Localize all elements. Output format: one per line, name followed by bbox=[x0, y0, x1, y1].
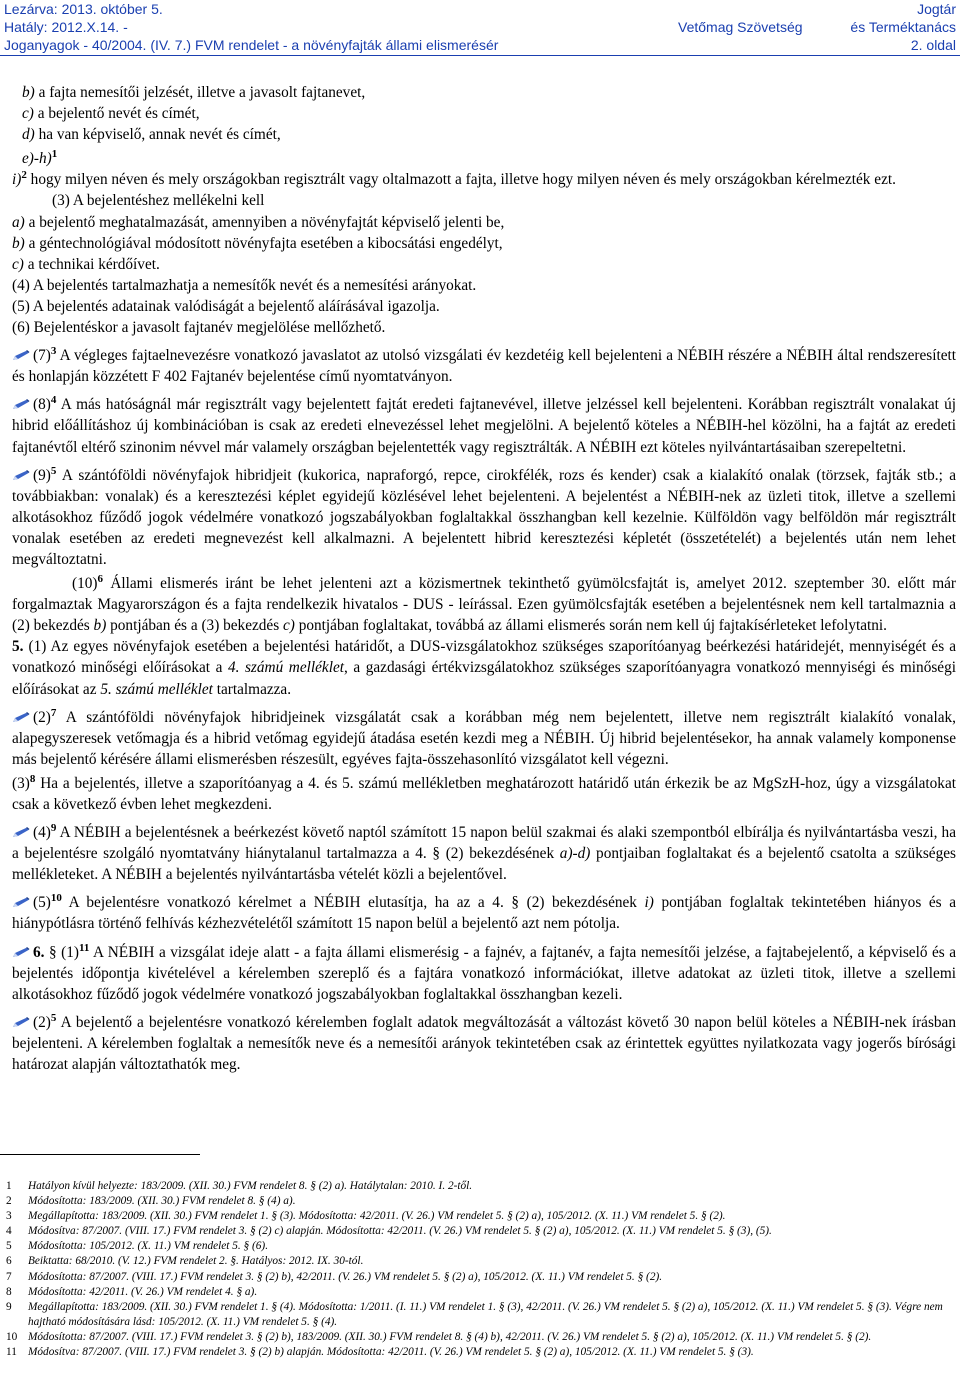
paragraph-9: $(9)^5$ A szántóföldi növényfajok hibridjeit (kukorica, napraforgó, repce, cirokfélék, rozs és kender) csak a kialakító onalak (törzsek, fajták stb.; a továbbiakban: vonalak) és a keresztezési képlet egyidejű közlésével lehet bejelenteni. A bejelentést a NÉBIH-nek az üzleti titok, illetve a szellemi alkotásokhoz fűződő jogok védelmére vonatkozó jogszabályokban foglaltakkal összhangban kell kezelnie. Külföldön vagy belföldön már regisztrált vonalak esetében az eredeti megnevezést kell alkalmazni. A bejelentett hibrid keresztezési képletét (összetételét) a bejelentés után nem lehet megváltoztatni. bbox=[12, 464, 956, 568]
footnote: 1 Hatályon kívül helyezte: 183/2009. (XII. 30.) FVM rendelet 8. § (2) a). Hatálytalan: 2010. I. 2-től. bbox=[6, 1180, 473, 1192]
paragraph-4: (4) A bejelentés tartalmazhatja a nemesítők nevét és a nemesítési arányokat. bbox=[12, 276, 477, 294]
footnote-ref[interactable]: 10 bbox=[50, 892, 62, 905]
item-3b: b) a géntechnológiával módosított növényfajta esetében a kibocsátási engedélyt, bbox=[12, 234, 503, 252]
footnote: 11 Módosítva: 87/2007. (VIII. 17.) FVM rendelet 3. § (2) b) alapján. Módosította: 42/2011. (V. 26.) VM rendelet 5. § (2) a), 105/2012. (X. 11.) VM rendelet 5. § (3). bbox=[6, 1346, 754, 1359]
paragraph-8: $(8)^4$ A más hatóságnál már regisztrált vagy bejelentett fajtát eredeti fajtanevével, illetve jelzéssel kell bejelenteni. Korábban regisztrált vonalakat új hibrid előállításhoz új kombinációban is csak az eredeti elnevezéssel lehet megjelölni. A bejelentő köteles a NÉBIH-hel közölni, ha a fajtát az eredeti fajtanévtől eltérő szinonim névvel már valamely országban bejelentették vagy regisztrálták. A NÉBIH ezt köteles nyilvántartásaiban szerepeltetni. bbox=[12, 394, 956, 456]
footnote-ref[interactable]: 6 bbox=[97, 572, 103, 585]
footnote-ref[interactable]: 8 bbox=[29, 772, 36, 785]
pen-icon[interactable] bbox=[12, 1017, 30, 1028]
footnotes bbox=[6, 1179, 956, 1360]
footnote-ref[interactable]: 4 bbox=[50, 394, 57, 407]
pen-icon[interactable] bbox=[12, 470, 30, 481]
effective-date: Hatály: 2012.X.14. - bbox=[4, 19, 128, 35]
item-b: b) a fajta nemesítői jelzését, illetve a javasolt fajtanevet, bbox=[22, 84, 366, 101]
section-5-paragraph-3: $(3)^8$ Ha a bejelentés, illetve a szaporítóanyag a 4. és 5. számú mellékletben meghatározott határidő után érkezik be az MgSzH-hoz, úgy a vizsgálatokat csak a következő évben lehet megkezdeni. bbox=[12, 772, 956, 813]
footnote: 9 Megállapította: 183/2009. (XII. 30.) FVM rendelet 1. § (4). Módosította: 1/2011. (I. 11.) VM rendelet 1. § (3), 42/2011. (V. 26.) VM rendelet 5. § (2) a), 105/2012. (X. 11.) VM rendelet 5. § (3). Végre nem hajtható módosítására lásd: 105/2012. (X. 11.) VM rendelet 5. § (4). bbox=[6, 1300, 943, 1328]
item-e-h: e)-h)$^1$ bbox=[22, 148, 58, 168]
footnote-ref[interactable]: 9 bbox=[50, 822, 57, 834]
item-3a: a) a bejelentő meghatalmazását, amennyiben a növényfajtát képviselő jelenti be, bbox=[12, 213, 505, 231]
footnote: 5 Módosította: 105/2012. (X. 11.) VM rendelet 5. § (6). bbox=[6, 1240, 269, 1253]
section-6: 6. § $(1)^{11}$ A NÉBIH a vizsgálat ideje alatt - a fajta állami elismerésig - a fajnév, a fajtanév, a fajta nemesítői jelzése, a fajtabejelentő, a képviselő és a bejelentés időpontja kivételével a kérelemben szereplő és a fajtára vonatkozó információkat, illetve adatokat az üzleti titok, illetve a szellemi alkotásokhoz fűződő jogok védelmére vonatkozó jogszabályokban foglaltakkal összhangban kezeli. bbox=[12, 941, 956, 1003]
footnote-ref[interactable]: 5 bbox=[50, 464, 57, 477]
paragraph-7: $(7)^3$ A végleges fajtaelnevezésre vonatkozó javaslatot az utolsó vizsgálati év kezdetéig kell bejelenteni a NÉBIH részére a NÉBIH által rendszeresített és honlapján közzétett F 402 Fajtanév bejelentése című nyomtatványon. bbox=[12, 345, 956, 386]
document-body bbox=[12, 82, 956, 1075]
footnote-ref[interactable]: 1 bbox=[51, 148, 58, 161]
header-right bbox=[850, 0, 956, 54]
pen-icon[interactable] bbox=[12, 712, 30, 723]
footnote-ref[interactable]: 5 bbox=[50, 1011, 57, 1024]
header-left bbox=[4, 0, 498, 54]
footnote-ref[interactable]: 11 bbox=[78, 941, 90, 954]
paragraph-6: (6) Bejelentéskor a javasolt fajtanév megjelölése mellőzhető. bbox=[12, 319, 386, 337]
footnote: 7 Módosította: 87/2007. (VIII. 17.) FVM rendelet 3. § (2) b), 42/2011. (V. 26.) VM rendelet 5. § (2) a), 105/2012. (X. 11.) VM rendelet 5. § (2). bbox=[6, 1270, 663, 1283]
footnote-rule bbox=[0, 1154, 200, 1155]
header-rule bbox=[0, 55, 960, 56]
pen-icon[interactable] bbox=[12, 399, 30, 410]
footnote: 2 Módosította: 183/2009. (XII. 30.) FVM rendelet 8. § (4) a). bbox=[6, 1195, 296, 1208]
item-3c: c) a technikai kérdőívet. bbox=[12, 255, 160, 273]
publisher-line2: és Terméktanács bbox=[850, 19, 956, 35]
paragraph-3: (3) A bejelentéshez mellékelni kell bbox=[52, 192, 265, 210]
footnote: 4 Módosítva: 87/2007. (VIII. 17.) FVM rendelet 3. § (2) c) alapján. Módosította: 42/2011. (V. 26.) VM rendelet 5. § (2) a), 105/2012. (X. 11.) VM rendelet 5. § (3), (5). bbox=[6, 1225, 772, 1238]
section-5-paragraph-5: $(5)^{10}$ A bejelentésre vonatkozó kérelmet a NÉBIH elutasítja, ha az a 4. § (2) bekezdésének i) pontjában foglaltak tekintetében hiányos és a hiánypótlásra történő felhívás kézhezvételétől számított 15 napon belül a bejelentő azt nem pótolja. bbox=[12, 892, 956, 933]
section-5-paragraph-2: $(2)^7$ A szántóföldi növényfajok hibridjeinek vizsgálatát csak a korábban még nem bejelentett, illetve nem regisztrált kialakító vonalak, alapegyszeresek vetőmagja és a hibrid vetőmag egyidejű átadása esetén kezdi meg a NÉBIH. Új hibrid bejelentésekor, ha annak valamely komponense más bejelentő kérésére állami elismerésben részesült, egyéves fajta-összehasonlító vizsgálatot kell végezni. bbox=[12, 706, 956, 768]
pen-icon[interactable] bbox=[12, 350, 30, 361]
section-5: 5. (1) Az egyes növényfajok esetében a bejelentési határidőt, a DUS-vizsgálatokhoz szükséges szaporítóanyag beérkezési határidejét, mennyiségét és a vonatkozó minőségi előírásokat a 4. számú melléklet, a gazdasági értékvizsgálatokhoz szükséges szaporítóanyagra vonatkozó mennyiségi és minőségi előírásokat az 5. számú melléklet tartalmazza. bbox=[12, 638, 956, 698]
publisher: Jogtár bbox=[917, 1, 956, 17]
footnote-ref[interactable]: 7 bbox=[50, 706, 57, 719]
pen-icon[interactable] bbox=[12, 897, 30, 908]
footnote-ref[interactable]: 2 bbox=[21, 169, 27, 182]
pen-icon[interactable] bbox=[12, 947, 30, 958]
item-i: i)$^2$ hogy milyen néven és mely országokban regisztrált vagy oltalmazott a fajta, illetve hogy milyen néven és mely országokban kérelmezték ezt. bbox=[12, 169, 896, 189]
footnote: 6 Beiktatta: 68/2010. (V. 12.) FVM rendelet 2. §. Hatályos: 2012. IX. 30-tól. bbox=[6, 1255, 364, 1268]
footnote-ref[interactable]: 3 bbox=[50, 345, 57, 358]
document-title: Joganyagok - 40/2004. (IV. 7.) FVM rendelet - a növényfajták állami elismerésér bbox=[4, 37, 499, 53]
paragraph-5: (5) A bejelentés adatainak valódiságát a bejelentő aláírásával igazolja. bbox=[12, 297, 440, 315]
section-5-paragraph-4: $(4)^9$ A NÉBIH a bejelentésnek a beérkezést követő naptól számított 15 napon belül szakmai és alaki szempontból elbírálja és nyilvántartásba veszi, ha a bejelentésre szolgáló nyomtatvány hiánytalanul tartalmazza a 4. § (2) bekezdésének a)-d) pontjaiban foglaltakat és a bejelentő csatolta a szükséges mellékleteket. A NÉBIH a bejelentés nyilvántartásba vételét közli a bejelentővel. bbox=[12, 822, 956, 884]
page-number: 2. oldal bbox=[910, 37, 956, 53]
page-header bbox=[0, 0, 960, 56]
footnote: 8 Módosította: 42/2011. (V. 26.) VM rendelet 4. § a). bbox=[6, 1285, 258, 1298]
header-center: Vetőmag Szövetség bbox=[678, 19, 803, 35]
closed-date: Lezárva: 2013. október 5. bbox=[4, 1, 163, 17]
footnote: 10 Módosította: 87/2007. (VIII. 17.) FVM rendelet 3. § (2) b), 183/2009. (XII. 30.) FVM rendelet 8. § (4) b), 42/2011. (V. 26.) VM rendelet 5. § (2) a), 105/2012. (X. 11.) VM rendelet 5. § (2). bbox=[6, 1330, 872, 1343]
pen-icon[interactable] bbox=[12, 827, 30, 838]
paragraph-10: $(10)^6$ Állami elismerés iránt be lehet jelenteni azt a közismertnek tekinthető gyümölcsfajtát is, amelyet 2012. szeptember 30. előtt már forgalmaztak Magyarországon és a fajta rendelkezik hivatalos - DUS - leírással. Ezen gyümölcsfajták esetében a bejelentésnek nem kell tartalmaznia a (2) bekezdés b) pontjában és a (3) bekezdés c) pontjában foglaltakat, továbbá az állami elismerés során nem kell új fajtakísérleteket lefolytatni. bbox=[12, 572, 956, 635]
footnote: 3 Megállapította: 183/2009. (XII. 30.) FVM rendelet 1. § (3). Módosította: 42/2011. (V. 26.) VM rendelet 5. § (2) a), 105/2012. (X. 11.) VM rendelet 5. § (2). bbox=[6, 1210, 726, 1223]
section-6-paragraph-2: $(2)^5$ A bejelentő a bejelentésre vonatkozó kérelemben foglalt adatok megváltozását a változást követő 30 napon belül köteles a NÉBIH-nek írásban bejelenteni. A kérelemben foglaltak a nemesítők neve és a nemesítői arányok tekintetében csak az érintettek együttes nyilatkozata vagy jogerős bírósági határozat alapján változtathatók meg. bbox=[12, 1011, 956, 1074]
item-d: d) ha van képviselő, annak nevét és címét, bbox=[22, 126, 281, 144]
item-c: c) a bejelentő nevét és címét, bbox=[22, 105, 200, 123]
